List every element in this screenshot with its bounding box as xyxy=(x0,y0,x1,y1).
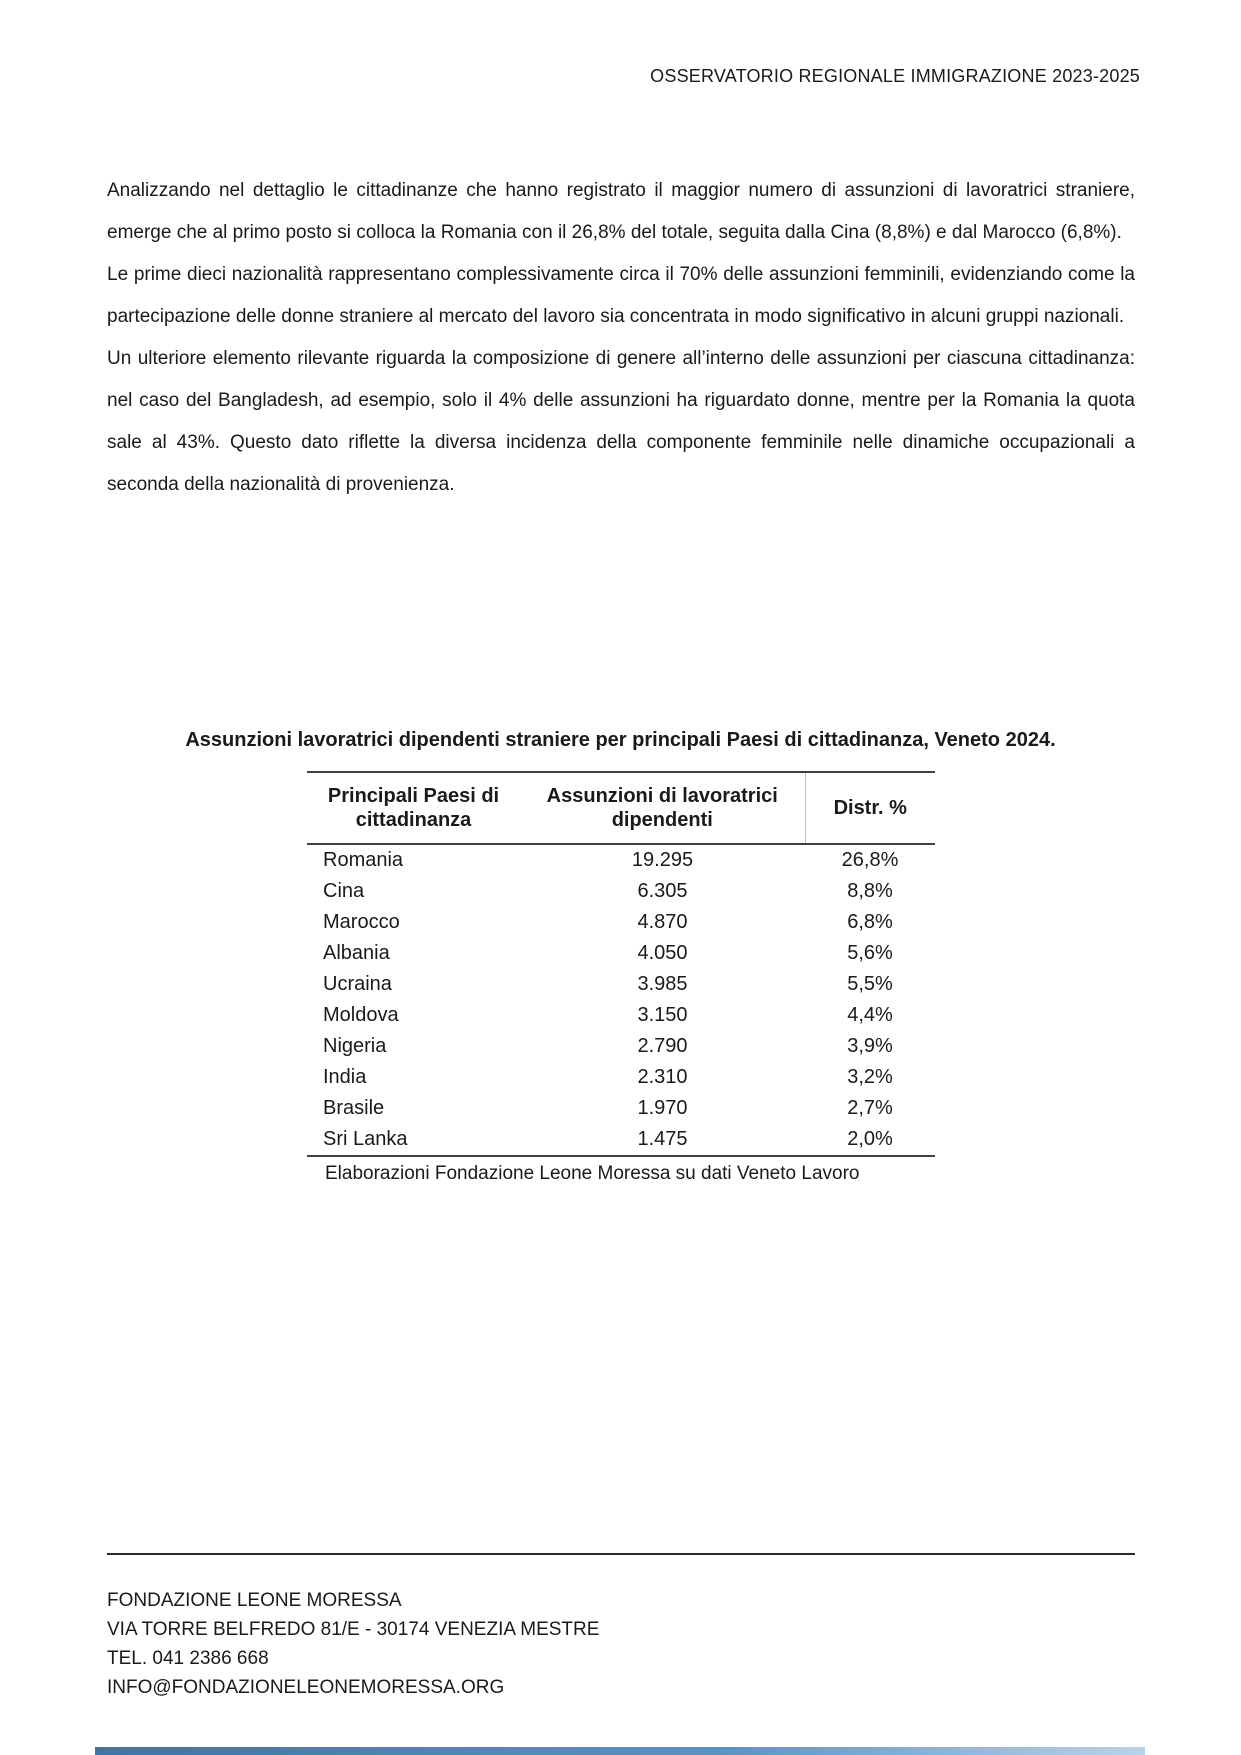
column-header-country: Principali Paesi di cittadinanza xyxy=(307,772,520,844)
cell-country: Brasile xyxy=(323,1097,385,1119)
cell-country: Moldova xyxy=(323,1004,399,1026)
cell-country: Ucraina xyxy=(323,973,392,995)
paragraph-1: Analizzando nel dettaglio le cittadinanze che hanno registrato il maggior numero di assunzioni di lavoratrici straniere, emerge che al primo posto si colloca la Romania con il 26,8% del totale, seguita dalla Cina (8,8%) e dal Marocco (6,8%). xyxy=(107,180,1135,243)
table-row xyxy=(307,844,935,876)
cell-share: 3,2% xyxy=(847,1066,893,1088)
cell-country: India xyxy=(323,1066,367,1088)
footer-divider xyxy=(107,1553,1135,1555)
cell-country: Albania xyxy=(323,942,390,964)
page-footer xyxy=(107,1586,599,1702)
table-row xyxy=(307,1093,935,1124)
footer-org-name: FONDAZIONE LEONE MORESSA xyxy=(107,1590,402,1611)
cell-country: Marocco xyxy=(323,911,400,933)
page-header-title: OSSERVATORIO REGIONALE IMMIGRAZIONE 2023-2025 xyxy=(650,66,1140,86)
cell-share: 8,8% xyxy=(847,880,893,902)
bottom-accent-bar xyxy=(95,1747,1145,1755)
table-row xyxy=(307,907,935,938)
cell-country: Sri Lanka xyxy=(307,1124,520,1156)
cell-hires: 3.985 xyxy=(637,973,688,995)
table-row xyxy=(307,1031,935,1062)
cell-country: Cina xyxy=(323,880,365,902)
cell-hires: 6.305 xyxy=(637,880,688,902)
table-row xyxy=(307,969,935,1000)
cell-share: 2,0% xyxy=(805,1124,935,1156)
cell-country: Romania xyxy=(323,849,404,871)
cell-hires: 1.475 xyxy=(520,1124,805,1156)
cell-share: 4,4% xyxy=(847,1004,893,1026)
table-row xyxy=(307,1062,935,1093)
cell-share: 5,6% xyxy=(847,942,893,964)
table-row xyxy=(307,876,935,907)
table-source-note: Elaborazioni Fondazione Leone Moressa su dati Veneto Lavoro xyxy=(325,1163,860,1184)
column-header-share: Distr. % xyxy=(805,772,935,844)
cell-hires: 4.050 xyxy=(637,942,688,964)
cell-share: 3,9% xyxy=(847,1035,893,1057)
table-row xyxy=(307,938,935,969)
cell-share: 6,8% xyxy=(847,911,893,933)
table-caption: Assunzioni lavoratrici dipendenti straniere per principali Paesi di cittadinanza, Veneto 2024. xyxy=(185,729,1056,751)
column-header-hires: Assunzioni di lavoratrici dipendenti xyxy=(520,772,805,844)
cell-country: Nigeria xyxy=(323,1035,387,1057)
footer-phone: TEL. 041 2386 668 xyxy=(107,1648,269,1669)
cell-hires: 1.970 xyxy=(637,1097,688,1119)
table-row xyxy=(307,1124,935,1156)
cell-hires: 19.295 xyxy=(631,849,694,871)
body-text-block xyxy=(107,170,1135,506)
paragraph-3: Un ulteriore elemento rilevante riguarda la composizione di genere all’interno delle assunzioni per ciascuna cittadinanza: nel caso del Bangladesh, ad esempio, solo il 4% delle assunzioni ha riguardato donne, mentre per la Romania la quota sale al 43%. Questo dato riflette la diversa incidenza della componente femminile nelle dinamiche occupazionali a seconda della nazionalità di provenienza. xyxy=(107,348,1135,495)
table-header-row xyxy=(307,772,935,844)
paragraph-2: Le prime dieci nazionalità rappresentano complessivamente circa il 70% delle assunzioni femminili, evidenziando come la partecipazione delle donne straniere al mercato del lavoro sia concentrata in modo significativo in alcuni gruppi nazionali. xyxy=(107,264,1135,327)
hires-by-country-table xyxy=(307,771,935,1157)
table-row xyxy=(307,1000,935,1031)
cell-hires: 2.310 xyxy=(637,1066,688,1088)
cell-share: 26,8% xyxy=(841,849,899,871)
cell-hires: 3.150 xyxy=(637,1004,688,1026)
cell-hires: 2.790 xyxy=(637,1035,688,1057)
cell-hires: 4.870 xyxy=(637,911,688,933)
cell-share: 2,7% xyxy=(847,1097,893,1119)
cell-share: 5,5% xyxy=(847,973,893,995)
footer-email: INFO@FONDAZIONELEONEMORESSA.ORG xyxy=(107,1677,505,1698)
footer-address: VIA TORRE BELFREDO 81/E - 30174 VENEZIA MESTRE xyxy=(107,1619,600,1640)
